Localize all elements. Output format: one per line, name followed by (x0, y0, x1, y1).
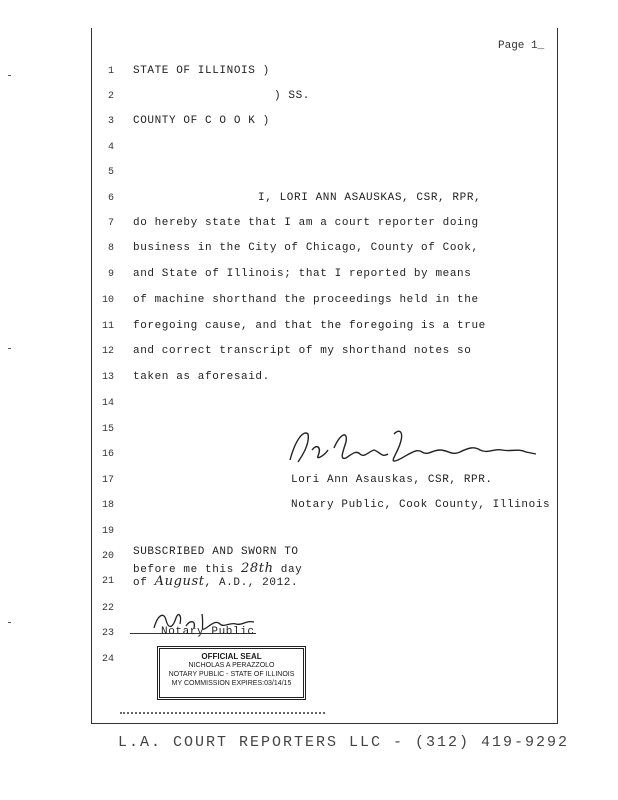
bottom-margin-rule (91, 723, 558, 724)
reporter-signature (282, 420, 544, 470)
line-number: 11 (101, 321, 114, 332)
line-13-text: taken as aforesaid. (133, 371, 270, 383)
line-6-text: I, LORI ANN ASAUSKAS, CSR, RPR, (258, 192, 482, 204)
line-number: 19 (101, 526, 114, 537)
line-number: 16 (101, 449, 114, 460)
line-21b-text (133, 574, 298, 589)
line-number: 15 (101, 424, 114, 435)
scan-speck (8, 75, 11, 76)
line-21-of: of (133, 577, 148, 589)
official-seal-stamp (157, 646, 306, 700)
line-2-text: ) SS. (274, 90, 311, 102)
scan-speck (8, 622, 11, 623)
seal-title: OFFICIAL SEAL (201, 652, 262, 661)
line-1-text: STATE OF ILLINOIS ) (133, 65, 270, 77)
line-9-text: and State of Illinois; that I reported by means (133, 268, 472, 280)
line-number: 4 (107, 142, 114, 153)
line-number: 5 (107, 167, 114, 178)
line-18-text: Notary Public, Cook County, Illinois (291, 499, 551, 511)
line-number: 24 (101, 654, 114, 665)
line-number: 20 (101, 551, 114, 562)
line-21-day: day (280, 564, 303, 576)
line-number: 3 (107, 116, 114, 127)
right-margin-rule (557, 28, 558, 724)
line-20-text: SUBSCRIBED AND SWORN TO (133, 546, 299, 558)
scan-speck (8, 348, 11, 349)
line-21-before: before me this (133, 564, 234, 576)
line-8-text: business in the City of Chicago, County of Cook, (133, 242, 479, 254)
line-number: 18 (101, 500, 114, 511)
page-label: Page 1_ (498, 40, 545, 52)
seal-commission-line: MY COMMISSION EXPIRES:03/14/15 (171, 680, 292, 687)
left-margin-rule (91, 28, 92, 724)
line-number: 10 (101, 295, 114, 306)
line-11-text: foregoing cause, and that the foregoing is a true (133, 320, 486, 332)
line-number: 17 (101, 475, 114, 486)
line-number: 23 (101, 628, 114, 639)
line-number: 2 (107, 91, 114, 102)
scan-dotted-line (120, 712, 325, 716)
line-number: 13 (101, 372, 114, 383)
line-number: 12 (101, 346, 114, 357)
line-number: 6 (107, 193, 114, 204)
footer-reporter: L.A. COURT REPORTERS LLC - (312) 419-9292 (118, 734, 570, 751)
handwritten-day: 28th (241, 561, 274, 576)
line-number: 7 (107, 218, 114, 229)
line-number: 8 (107, 243, 114, 254)
line-7-text: do hereby state that I am a court reporter doing (133, 217, 479, 229)
line-number: 14 (101, 398, 114, 409)
line-23-text: Notary Public (161, 626, 255, 638)
seal-notary-line: NOTARY PUBLIC - STATE OF ILLINOIS (168, 671, 295, 678)
line-number: 21 (101, 576, 114, 587)
handwritten-month: August (154, 574, 205, 589)
line-17-text: Lori Ann Asauskas, CSR, RPR. (291, 474, 493, 486)
line-number: 1 (107, 66, 114, 77)
line-12-text: and correct transcript of my shorthand notes so (133, 345, 472, 357)
line-21-year: , A.D., 2012. (204, 577, 299, 589)
seal-name: NICHOLAS A PERAZZOLO (188, 662, 275, 669)
line-3-text: COUNTY OF C O O K ) (133, 115, 270, 127)
line-number: 9 (107, 269, 114, 280)
line-number: 22 (101, 603, 114, 614)
line-10-text: of machine shorthand the proceedings held in the (133, 294, 479, 306)
